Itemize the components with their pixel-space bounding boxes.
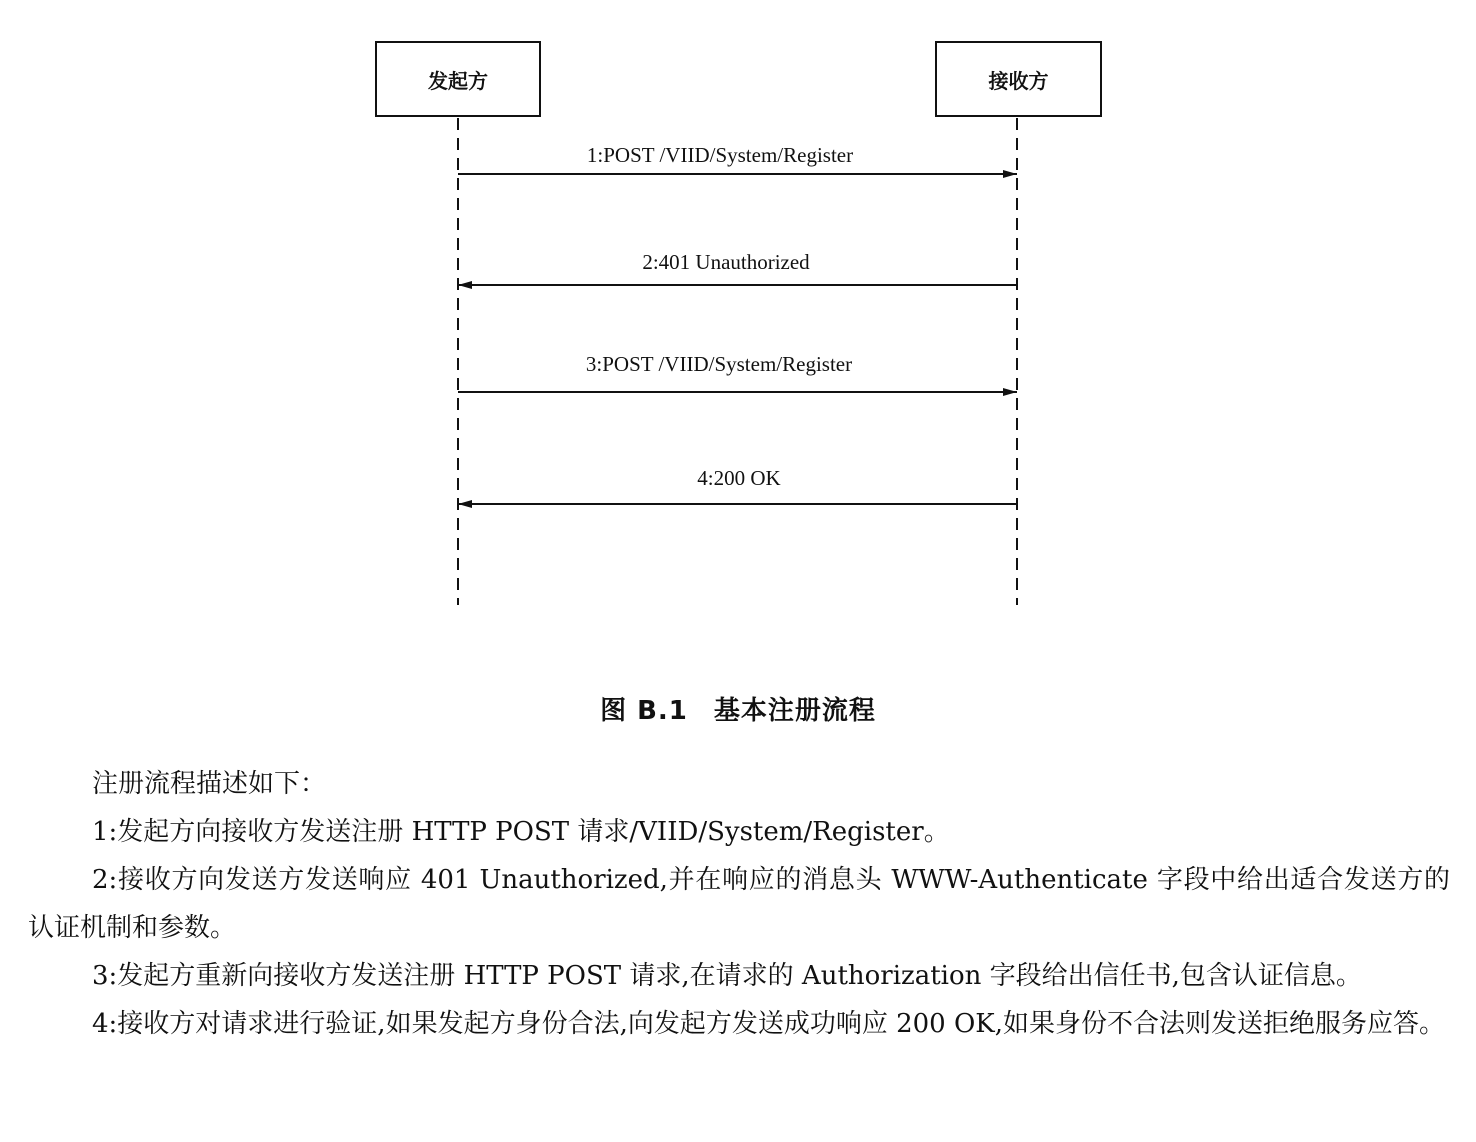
receiver-actor-box [935, 41, 1102, 117]
description-text [28, 760, 1450, 1048]
sender-actor-label: 发起方 [428, 68, 488, 93]
receiver-actor-label: 接收方 [988, 68, 1049, 93]
message-2-label: 2:401 Unauthorized [642, 250, 810, 274]
description-step-3: 3:发起方重新向接收方发送注册 HTTP POST 请求,在请求的 Authorization 字段给出信任书,包含认证信息。 [92, 961, 1362, 991]
description-step-1: 1:发起方向接收方发送注册 HTTP POST 请求/VIID/System/Register。 [92, 817, 950, 847]
message-1-label: 1:POST /VIID/System/Register [586, 143, 854, 167]
message-3-label: 3:POST /VIID/System/Register [585, 352, 853, 376]
figure-number: 图 B.1 [600, 696, 688, 726]
description-intro: 注册流程描述如下： [92, 769, 327, 799]
message-4-label: 4:200 OK [697, 466, 781, 490]
description-step-2: 2:接收方向发送方发送响应 401 Unauthorized,并在响应的消息头 WWW-Authenticate 字段中给出适合发送方的认证机制和参数。 [28, 865, 1450, 943]
figure-caption [0, 690, 1476, 727]
figure-title: 基本注册流程 [713, 696, 876, 726]
sender-actor-box [375, 41, 541, 117]
description-step-4: 4:接收方对请求进行验证,如果发起方身份合法,向发起方发送成功响应 200 OK,如果身份不合法则发送拒绝服务应答。 [92, 1009, 1445, 1039]
